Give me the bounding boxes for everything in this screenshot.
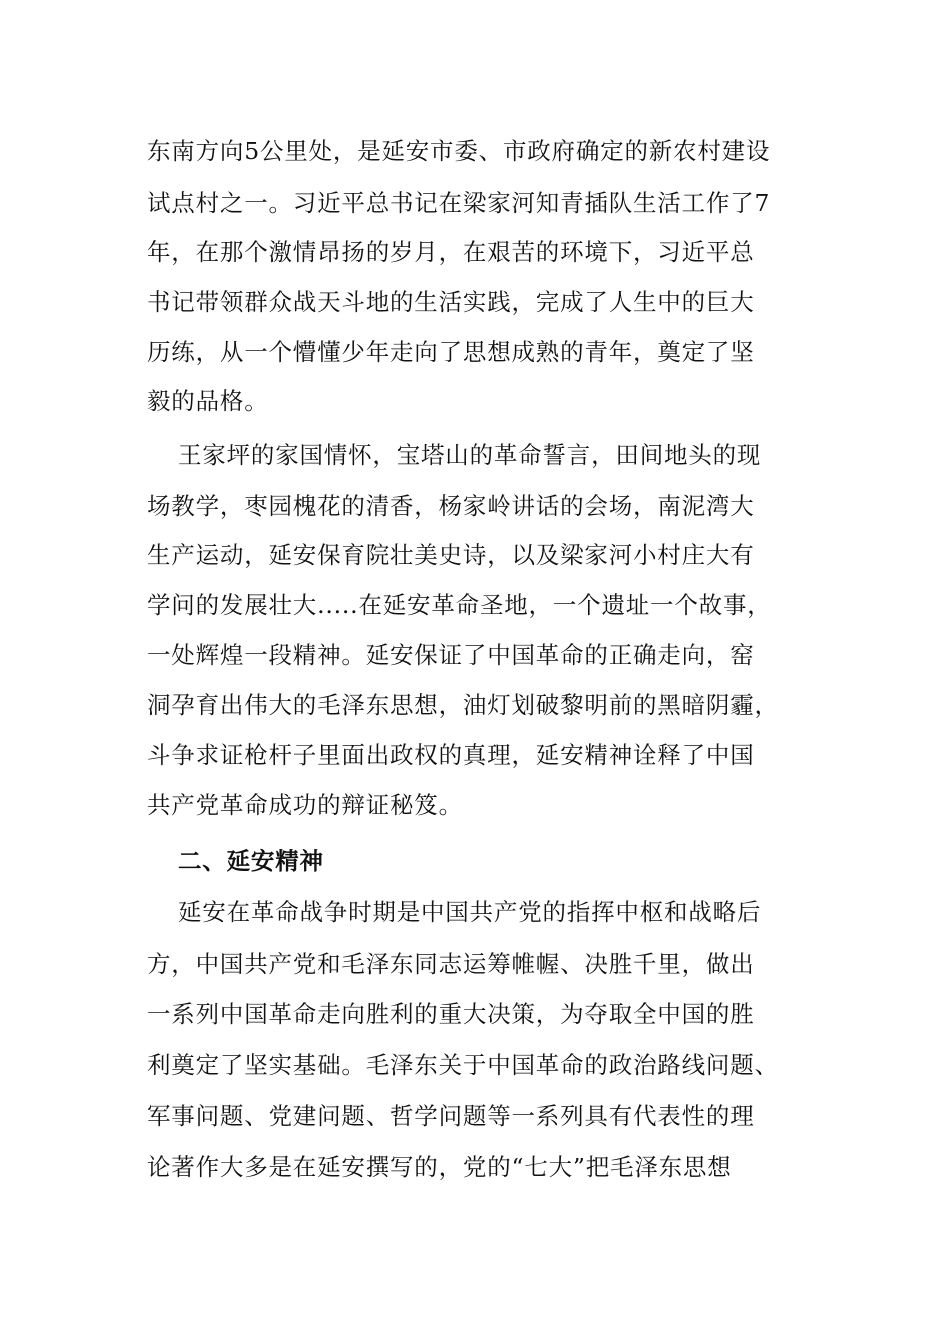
paragraph-3-line-3: 一系列中国革命走向胜利的重大决策，为夺取全中国的胜 [147,1000,755,1028]
paragraph-2-line-7: 斗争求证枪杆子里面出政权的真理，延安精神诠释了中国 [147,741,755,769]
paragraph-3-line-2: 方，中国共产党和毛泽东同志运筹帷幄、决胜千里，做出 [147,950,755,978]
paragraph-1-line-5: 历练，从一个懵懂少年走向了思想成熟的青年，奠定了坚 [147,338,755,366]
section-heading: 二、延安精神 [178,847,324,875]
paragraph-2-line-6: 洞孕育出伟大的毛泽东思想，油灯划破黎明前的黑暗阴霾， [147,691,779,719]
paragraph-1-line-4: 书记带领群众战天斗地的生活实践，完成了人生中的巨大 [147,288,755,316]
paragraph-2-line-5: 一处辉煌一段精神。延安保证了中国革命的正确走向，窑 [147,641,755,669]
paragraph-3-line-4: 利奠定了坚实基础。毛泽东关于中国革命的政治路线问题、 [147,1051,779,1079]
paragraph-3-line-6: 论著作大多是在延安撰写的，党的“七大”把毛泽东思想 [147,1153,732,1181]
paragraph-3-line-1: 延安在革命战争时期是中国共产党的指挥中枢和战略后 [178,898,762,926]
paragraph-2-line-1: 王家坪的家国情怀，宝塔山的革命誓言，田间地头的现 [178,441,762,469]
paragraph-1-line-3: 年，在那个激情昂扬的岁月，在艰苦的环境下，习近平总 [147,238,755,266]
paragraph-2-line-3: 生产运动，延安保育院壮美史诗，以及梁家河小村庄大有 [147,541,755,569]
paragraph-2-line-2: 场教学，枣园槐花的清香，杨家岭讲话的会场，南泥湾大 [147,492,755,520]
paragraph-3-line-5: 军事问题、党建问题、哲学问题等一系列具有代表性的理 [147,1102,755,1130]
paragraph-2-line-4: 学问的发展壮大.....在延安革命圣地，一个遗址一个故事， [147,591,772,619]
paragraph-1-line-6: 毅的品格。 [147,387,269,415]
paragraph-1-line-2: 试点村之一。习近平总书记在梁家河知青插队生活工作了7 [147,189,771,217]
paragraph-1-line-1: 东南方向5公里处，是延安市委、市政府确定的新农村建设 [147,137,771,165]
paragraph-2-line-8: 共产党革命成功的辩证秘笈。 [147,791,463,819]
